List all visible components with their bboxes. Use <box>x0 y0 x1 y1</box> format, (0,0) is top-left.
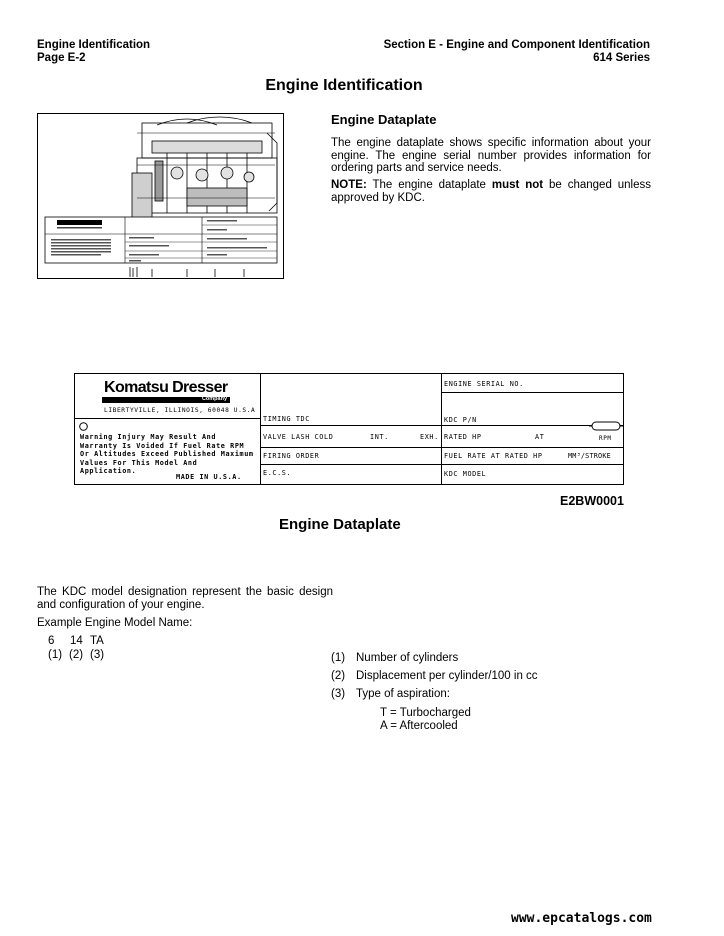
engine-drawing-svg <box>37 113 284 279</box>
legend-text-2: Displacement per cylinder/100 in cc <box>356 670 538 682</box>
model-example-part-3: TA <box>90 635 104 647</box>
header-section-title: Section E - Engine and Component Identification <box>383 39 650 51</box>
model-example-part-2: 14 <box>70 635 83 647</box>
aspiration-aftercooled: A = Aftercooled <box>380 720 458 732</box>
header-series: 614 Series <box>593 52 650 64</box>
plate-exh: EXH. <box>420 433 439 441</box>
plate-rated-hp: RATED HP <box>444 433 482 441</box>
plate-at: AT <box>535 433 545 441</box>
plate-brand: Komatsu Dresser <box>104 379 228 396</box>
note-text-post: be changed unless approved by KDC. <box>331 179 651 204</box>
note-text-pre: The engine dataplate <box>366 179 492 191</box>
plate-int: INT. <box>370 433 389 441</box>
plate-kdc-model: KDC MODEL <box>444 470 487 478</box>
rpm-tab-icon <box>589 421 623 431</box>
plate-serial-no: ENGINE SERIAL NO. <box>444 380 524 388</box>
model-example-part-1: 6 <box>48 635 55 647</box>
plate-ecs: E.C.S. <box>263 469 292 477</box>
plate-kdc-pn: KDC P/N <box>444 416 477 424</box>
engine-illustration <box>37 113 284 279</box>
dataplate-note <box>331 179 651 204</box>
legend-num-3: (3) <box>331 688 346 700</box>
plate-timing-tdc: TIMING TDC <box>263 415 310 423</box>
plate-address: LIBERTYVILLE, ILLINOIS, 60048 U.S.A <box>104 407 256 414</box>
dataplate-diagram <box>74 373 624 485</box>
legend-num-2: (2) <box>331 670 346 682</box>
model-example-label: Example Engine Model Name: <box>37 617 193 629</box>
note-emphasis: must not <box>491 179 544 191</box>
plate-brand-bar <box>102 397 230 403</box>
figure-code: E2BW0001 <box>560 494 624 508</box>
legend-text-3: Type of aspiration: <box>356 688 450 700</box>
header-page-number: Page E-2 <box>37 52 86 64</box>
plate-rpm: RPM <box>599 435 612 442</box>
header-left-title: Engine Identification <box>37 39 151 51</box>
legend-num-1: (1) <box>331 652 346 664</box>
dataplate-heading: Engine Dataplate <box>331 112 437 127</box>
page-title: Engine Identification <box>265 77 423 94</box>
figure-caption: Engine Dataplate <box>279 516 401 533</box>
model-example-ref-3: (3) <box>90 649 105 661</box>
plate-valve-lash: VALVE LASH COLD <box>263 433 334 441</box>
plate-firing-order: FIRING ORDER <box>263 452 320 460</box>
legend-text-1: Number of cylinders <box>356 652 459 664</box>
footer-url[interactable]: www.epcatalogs.com <box>511 911 652 926</box>
aspiration-turbocharged: T = Turbocharged <box>380 707 471 719</box>
plate-brand-sub: Company <box>201 396 227 402</box>
note-label: NOTE: <box>331 179 367 191</box>
dataplate-paragraph: The engine dataplate shows specific information about your engine. The engine serial number provides information for ordering parts and service needs. <box>331 137 651 174</box>
plate-made-in: MADE IN U.S.A. <box>176 473 242 481</box>
warning-circle-icon <box>79 422 88 431</box>
model-intro: The KDC model designation represent the basic design and configuration of your engine. <box>37 586 333 611</box>
model-example-ref-2: (2) <box>69 649 84 661</box>
plate-warning: Warning Injury May Result And Warranty Is Voided If Fuel Rate RPM Or Altitudes Exceed Published Maximum Values For This Model And Application. <box>80 433 254 475</box>
plate-fuel-rate: FUEL RATE AT RATED HP <box>444 452 543 460</box>
model-example-ref-1: (1) <box>48 649 63 661</box>
plate-mm3-stroke: MM³/STROKE <box>568 452 611 460</box>
